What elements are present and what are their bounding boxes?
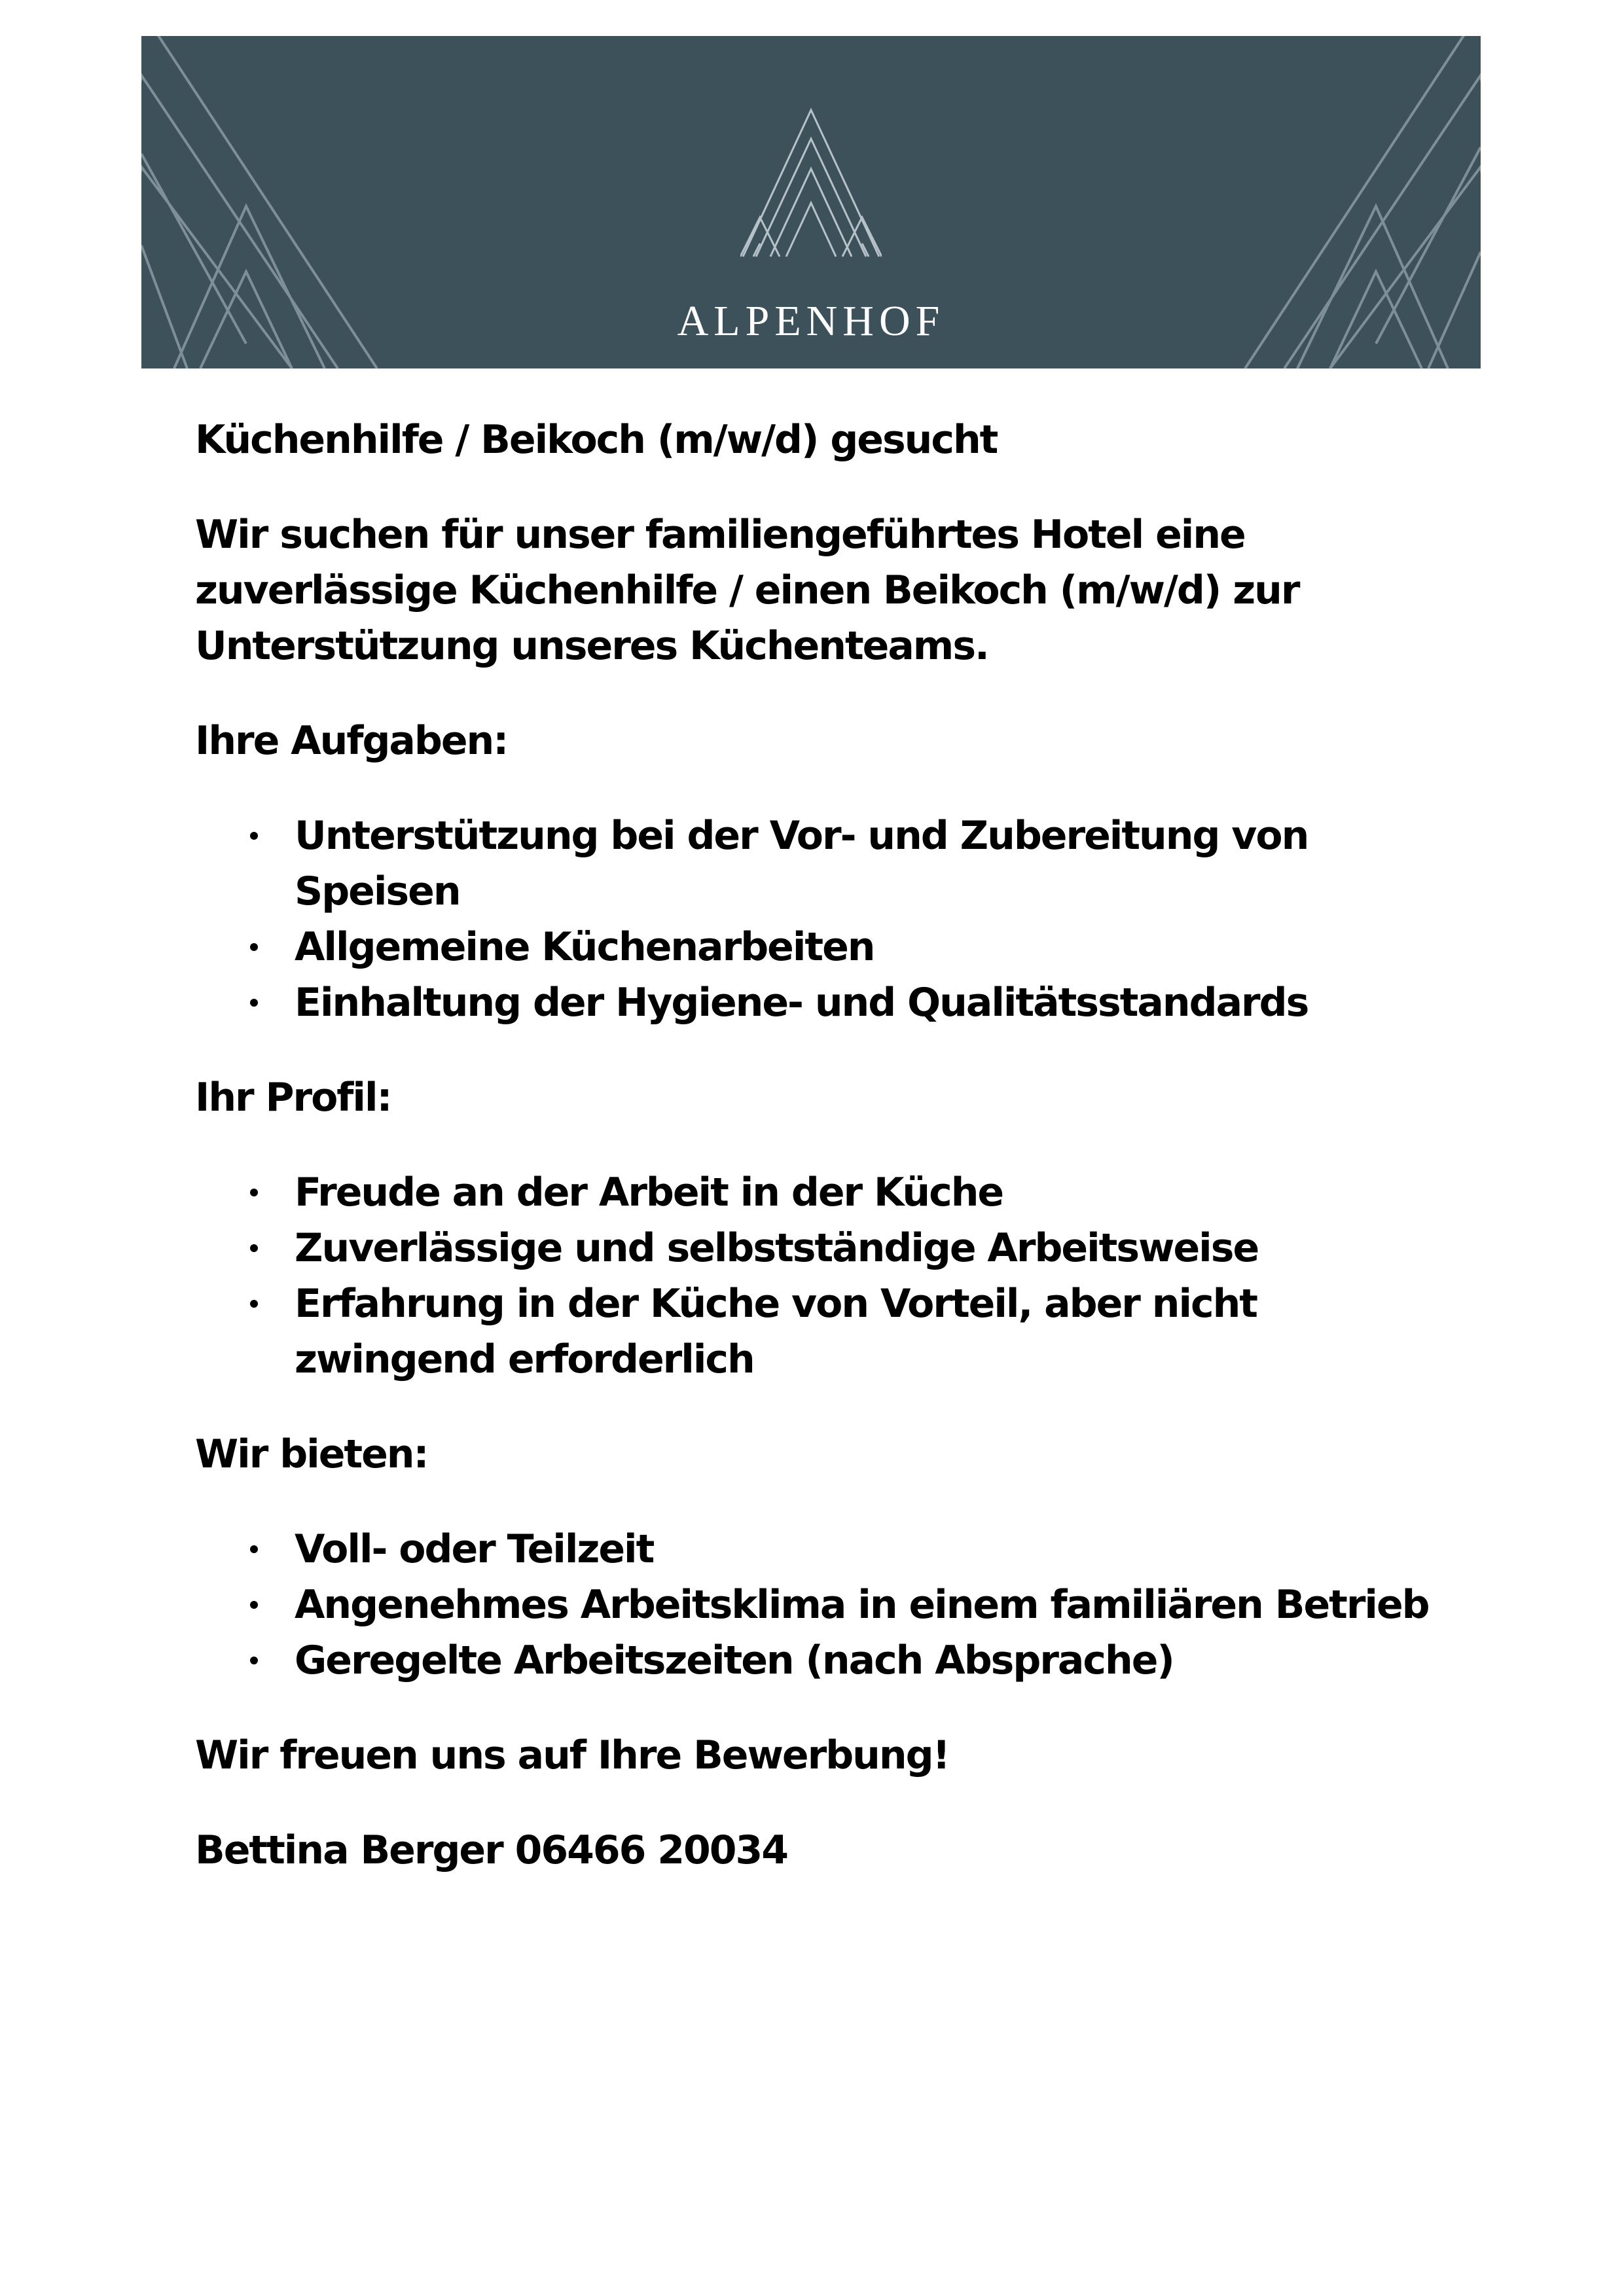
list-item: Zuverlässige und selbstständige Arbeitsweise (195, 1221, 1439, 1276)
brand-name: ALPENHOF (677, 297, 945, 345)
profile-list (195, 1165, 1439, 1388)
bullet-icon (250, 999, 258, 1007)
tasks-list (195, 808, 1439, 1031)
bullet-icon (250, 1244, 258, 1252)
bullet-icon (250, 1300, 258, 1308)
list-item: Einhaltung der Hygiene- und Qualitätsstandards (195, 975, 1439, 1031)
list-item: Allgemeine Küchenarbeiten (195, 920, 1439, 975)
job-title: Küchenhilfe / Beikoch (m/w/d) gesucht (195, 417, 998, 463)
header-banner (141, 36, 1481, 368)
closing-text: Wir freuen uns auf Ihre Bewerbung! (195, 1732, 949, 1778)
list-item: Angenehmes Arbeitsklima in einem familiären Betrieb (195, 1577, 1439, 1633)
list-item: Freude an der Arbeit in der Küche (195, 1165, 1439, 1221)
list-item: Geregelte Arbeitszeiten (nach Absprache) (195, 1633, 1439, 1689)
offer-list (195, 1522, 1439, 1689)
tasks-heading: Ihre Aufgaben: (195, 718, 508, 764)
bullet-icon (250, 943, 258, 951)
bullet-icon (250, 832, 258, 840)
job-posting (195, 412, 1439, 1918)
bullet-icon (250, 1189, 258, 1196)
bullet-icon (250, 1545, 258, 1553)
list-item: Voll- oder Teilzeit (195, 1522, 1439, 1577)
intro-text: Wir suchen für unser familiengeführtes Hotel eine zuverlässige Küchenhilfe / einen Beikoch (m/w/d) zur Unterstützung unseres Küchenteams. (195, 512, 1299, 669)
offer-heading: Wir bieten: (195, 1431, 428, 1477)
mountain-peaks-icon (740, 105, 882, 262)
bullet-icon (250, 1601, 258, 1609)
bullet-icon (250, 1657, 258, 1664)
list-item: Erfahrung in der Küche von Vorteil, aber nicht zwingend erforderlich (195, 1276, 1439, 1388)
profile-heading: Ihr Profil: (195, 1075, 391, 1121)
contact-info: Bettina Berger 06466 20034 (195, 1827, 787, 1873)
list-item: Unterstützung bei der Vor- und Zubereitung von Speisen (195, 808, 1439, 920)
